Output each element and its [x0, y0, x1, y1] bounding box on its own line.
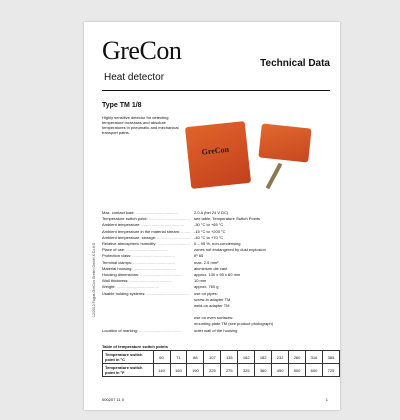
table-cell: 140 [153, 364, 170, 377]
surface-option: mounting plate TM (see product photograph) [194, 321, 274, 327]
table-cell: 275 [221, 364, 238, 377]
table-cell: 725 [322, 364, 339, 377]
table-cell: 360 [255, 364, 272, 377]
spec-value: zones not endangered by dust explosion [194, 247, 266, 253]
housing-label: GreCon [201, 144, 230, 157]
table-cell: 500 [289, 364, 306, 377]
spec-key: Housing dimensions: ..... [102, 272, 190, 278]
spec-key: Protection class: ..... [102, 253, 190, 259]
header-divider [102, 90, 330, 91]
spec-key: Location of marking: ..... [102, 328, 190, 334]
table-cell: 190 [187, 364, 204, 377]
spec-key: Ambient temperature in the material stream: ..... [102, 229, 190, 235]
product-name: Heat detector [104, 72, 165, 83]
table-cell: 225 [204, 364, 221, 377]
section-title: Technical Data [260, 58, 330, 69]
table-cell: 260 [289, 351, 306, 364]
spec-key: Ambient temperature, storage: ..... [102, 235, 190, 241]
spec-key: Max. contact load: ..... [102, 210, 190, 216]
switch-point-table [102, 350, 340, 377]
spec-list [102, 210, 330, 334]
detector-housing-back [258, 123, 311, 162]
document-code: 000207 11 0 [102, 397, 124, 402]
spec-value: approx. 760 g [194, 284, 219, 290]
spec-key: Place of use: ..... [102, 247, 190, 253]
side-imprint: 12/2013 Fagus-GreCon Greten GmbH & Co.KG [92, 242, 96, 317]
spec-key: Ambient temperature: ..... [102, 222, 190, 228]
spec-value: 2.0 A (bei 24 V DC) [194, 210, 229, 215]
detector-housing-front [185, 121, 251, 189]
spec-value: -40 °C to +70 °C [194, 234, 224, 240]
spec-key: Usable holding systems: ..... [102, 291, 190, 297]
table-cell: 385 [322, 351, 339, 364]
table-cell: 232 [272, 351, 289, 364]
spec-key: Terminal clamps: ..... [102, 260, 190, 266]
table-cell: 325 [238, 364, 255, 377]
table-cell: 450 [272, 364, 289, 377]
spec-key: Wall thickness: ..... [102, 278, 190, 284]
spec-value: IP 65 [194, 253, 204, 259]
spec-value: see table, Temperature Switch Points [194, 216, 260, 222]
spec-value: -15 °C to +200 °C [194, 228, 226, 234]
row-label: Temperature switch point in °C [103, 351, 154, 364]
page-number: 1 [325, 397, 328, 402]
type-title: Type TM 1/8 [102, 102, 142, 109]
spec-value: outer wall of the housing [194, 327, 238, 333]
spec-key: Material housing: ..... [102, 266, 190, 272]
table-cell: 135 [221, 351, 238, 364]
table-cell: 60 [153, 351, 170, 364]
table-cell: 88 [187, 351, 204, 364]
spec-row [102, 328, 330, 334]
holding-option: screw-in adapter TM [194, 296, 231, 302]
table-row [103, 351, 340, 364]
table-cell: 160 [170, 364, 187, 377]
table-cell: 316 [306, 351, 323, 364]
table-row [103, 364, 340, 377]
table-cell: 71 [170, 351, 187, 364]
surface-option: use on even surfaces: [194, 315, 234, 321]
table-cell: 600 [306, 364, 323, 377]
spec-value: max. 2.5 mm² [194, 259, 219, 265]
table-cell: 162 [238, 351, 255, 364]
product-description: Highly sensitive detector for detecting temperature increases and absolute temperatures in pneumatic and mechanical transport paths. [102, 115, 179, 135]
spec-key: Relative atmospheric humidity: ..... [102, 241, 190, 247]
row-label: Temperature switch point in °F [103, 364, 154, 377]
spec-key: Weight: ..... [102, 284, 190, 290]
table-cell: 107 [204, 351, 221, 364]
spec-row [102, 291, 330, 297]
spec-value: -30 °C to +65 °C [194, 222, 224, 228]
spec-value: 10 mm [194, 278, 207, 284]
spec-value: use on pipes: [194, 290, 218, 296]
holding-option: weld-on adapter TM [194, 303, 230, 309]
table-cell: 182 [255, 351, 272, 364]
spec-value: 0 – 95 %, non-condensing [194, 241, 241, 247]
sensor-rod [266, 163, 283, 190]
product-photo [184, 114, 324, 194]
spec-value: approx. 130 x 95 x 60 mm [194, 272, 241, 278]
spec-value: aluminium die cast [194, 265, 228, 271]
brand-logo: GreCon [102, 36, 182, 65]
spec-key: Temperature switch point: ..... [102, 216, 190, 222]
switch-table-title: Table of temperature switch points [102, 344, 168, 349]
datasheet-page [84, 22, 340, 410]
